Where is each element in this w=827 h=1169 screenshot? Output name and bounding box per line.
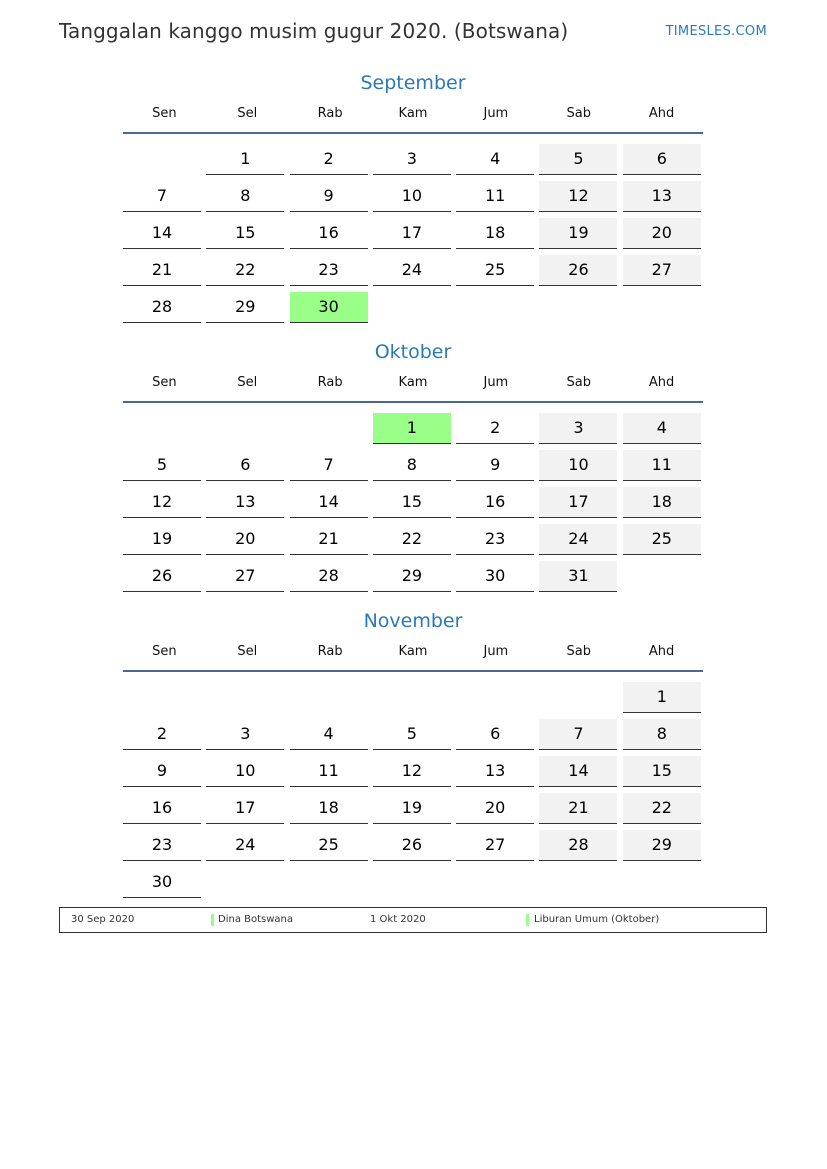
day-cell: 9 xyxy=(123,756,201,787)
day-cell: 21 xyxy=(290,524,368,555)
day-cell: 25 xyxy=(623,524,701,555)
day-cell: 29 xyxy=(373,561,451,592)
day-grid xyxy=(123,138,703,323)
page-title: Tanggalan kanggo musim gugur 2020. (Botswana) xyxy=(59,19,569,43)
day-cell: 4 xyxy=(623,413,701,444)
day-cell: 12 xyxy=(539,181,617,212)
day-cell: 27 xyxy=(456,830,534,861)
day-grid xyxy=(123,676,703,898)
day-cell: 6 xyxy=(456,719,534,750)
weekday-label: Sel xyxy=(237,644,258,659)
day-cell: 30 xyxy=(456,561,534,592)
weekday-label: Rab xyxy=(317,106,343,121)
empty-cell xyxy=(123,413,201,443)
day-cell: 2 xyxy=(456,413,534,444)
day-cell: 28 xyxy=(290,561,368,592)
day-cell: 3 xyxy=(206,719,284,750)
day-cell: 17 xyxy=(373,218,451,249)
day-cell: 24 xyxy=(539,524,617,555)
day-cell: 1 xyxy=(206,144,284,175)
day-cell: 5 xyxy=(123,450,201,481)
day-cell: 23 xyxy=(123,830,201,861)
day-cell: 12 xyxy=(373,756,451,787)
day-cell: 5 xyxy=(539,144,617,175)
holiday-day-cell: 30 xyxy=(290,292,368,323)
day-cell: 6 xyxy=(206,450,284,481)
day-cell: 18 xyxy=(623,487,701,518)
day-cell: 18 xyxy=(290,793,368,824)
day-cell: 2 xyxy=(123,719,201,750)
site-link[interactable]: TIMESLES.COM xyxy=(665,24,767,39)
weekday-label: Sel xyxy=(237,106,258,121)
day-cell: 14 xyxy=(123,218,201,249)
weekday-label: Jum xyxy=(483,644,509,659)
day-cell: 7 xyxy=(290,450,368,481)
empty-cell xyxy=(290,413,368,443)
weekday-label: Kam xyxy=(398,644,428,659)
weekday-header xyxy=(123,371,703,403)
day-cell: 19 xyxy=(539,218,617,249)
weekday-label: Ahd xyxy=(648,375,675,390)
weekday-label: Jum xyxy=(483,106,509,121)
holiday-marker-icon xyxy=(526,914,529,926)
empty-cell xyxy=(290,682,368,712)
day-cell: 29 xyxy=(623,830,701,861)
day-cell: 15 xyxy=(206,218,284,249)
day-cell: 21 xyxy=(123,255,201,286)
holiday-day-cell: 1 xyxy=(373,413,451,444)
day-cell: 14 xyxy=(290,487,368,518)
day-cell: 8 xyxy=(623,719,701,750)
day-cell: 16 xyxy=(290,218,368,249)
day-cell: 20 xyxy=(623,218,701,249)
weekday-header xyxy=(123,640,703,672)
weekday-label: Sen xyxy=(152,106,177,121)
weekday-label: Sen xyxy=(152,375,177,390)
day-cell: 20 xyxy=(456,793,534,824)
month-title: September xyxy=(360,72,466,94)
weekday-label: Sab xyxy=(566,375,591,390)
day-cell: 1 xyxy=(623,682,701,713)
day-cell: 4 xyxy=(456,144,534,175)
day-cell: 17 xyxy=(539,487,617,518)
day-cell: 27 xyxy=(623,255,701,286)
day-cell: 8 xyxy=(373,450,451,481)
day-cell: 19 xyxy=(123,524,201,555)
empty-cell xyxy=(373,682,451,712)
month-oktober xyxy=(123,339,703,592)
day-cell: 10 xyxy=(373,181,451,212)
day-cell: 23 xyxy=(456,524,534,555)
day-grid xyxy=(123,407,703,592)
empty-cell xyxy=(539,682,617,712)
weekday-label: Rab xyxy=(317,644,343,659)
day-cell: 19 xyxy=(373,793,451,824)
day-cell: 20 xyxy=(206,524,284,555)
day-cell: 25 xyxy=(290,830,368,861)
day-cell: 2 xyxy=(290,144,368,175)
day-cell: 12 xyxy=(123,487,201,518)
weekday-label: Jum xyxy=(483,375,509,390)
weekday-label: Ahd xyxy=(648,106,675,121)
day-cell: 10 xyxy=(539,450,617,481)
day-cell: 22 xyxy=(623,793,701,824)
day-cell: 16 xyxy=(456,487,534,518)
weekday-label: Sab xyxy=(566,106,591,121)
day-cell: 29 xyxy=(206,292,284,323)
day-cell: 30 xyxy=(123,867,201,898)
day-cell: 28 xyxy=(539,830,617,861)
day-cell: 26 xyxy=(123,561,201,592)
day-cell: 3 xyxy=(539,413,617,444)
empty-cell xyxy=(206,413,284,443)
day-cell: 26 xyxy=(373,830,451,861)
weekday-header xyxy=(123,102,703,134)
day-cell: 13 xyxy=(623,181,701,212)
empty-cell xyxy=(206,682,284,712)
day-cell: 21 xyxy=(539,793,617,824)
day-cell: 28 xyxy=(123,292,201,323)
weekday-label: Ahd xyxy=(648,644,675,659)
day-cell: 31 xyxy=(539,561,617,592)
empty-cell xyxy=(456,682,534,712)
empty-cell xyxy=(123,682,201,712)
month-november xyxy=(123,608,703,898)
day-cell: 11 xyxy=(623,450,701,481)
day-cell: 9 xyxy=(290,181,368,212)
day-cell: 13 xyxy=(456,756,534,787)
day-cell: 22 xyxy=(206,255,284,286)
day-cell: 27 xyxy=(206,561,284,592)
empty-cell xyxy=(123,144,201,174)
month-title: Oktober xyxy=(374,341,452,363)
day-cell: 14 xyxy=(539,756,617,787)
day-cell: 24 xyxy=(373,255,451,286)
day-cell: 23 xyxy=(290,255,368,286)
legend-holiday-name: Dina Botswana xyxy=(218,914,294,925)
day-cell: 4 xyxy=(290,719,368,750)
day-cell: 10 xyxy=(206,756,284,787)
day-cell: 3 xyxy=(373,144,451,175)
weekday-label: Kam xyxy=(398,106,428,121)
day-cell: 7 xyxy=(539,719,617,750)
day-cell: 8 xyxy=(206,181,284,212)
weekday-label: Sab xyxy=(566,644,591,659)
holiday-marker-icon xyxy=(211,914,214,926)
day-cell: 22 xyxy=(373,524,451,555)
day-cell: 26 xyxy=(539,255,617,286)
day-cell: 11 xyxy=(290,756,368,787)
legend-date: 30 Sep 2020 xyxy=(71,914,135,925)
month-september xyxy=(123,70,703,323)
day-cell: 16 xyxy=(123,793,201,824)
day-cell: 25 xyxy=(456,255,534,286)
holiday-legend xyxy=(59,907,767,933)
weekday-label: Rab xyxy=(317,375,343,390)
day-cell: 13 xyxy=(206,487,284,518)
day-cell: 5 xyxy=(373,719,451,750)
legend-date: 1 Okt 2020 xyxy=(370,914,426,925)
weekday-label: Kam xyxy=(398,375,428,390)
day-cell: 11 xyxy=(456,181,534,212)
day-cell: 17 xyxy=(206,793,284,824)
day-cell: 7 xyxy=(123,181,201,212)
weekday-label: Sel xyxy=(237,375,258,390)
day-cell: 24 xyxy=(206,830,284,861)
day-cell: 15 xyxy=(623,756,701,787)
month-title: November xyxy=(363,610,463,632)
day-cell: 9 xyxy=(456,450,534,481)
day-cell: 15 xyxy=(373,487,451,518)
day-cell: 6 xyxy=(623,144,701,175)
day-cell: 18 xyxy=(456,218,534,249)
weekday-label: Sen xyxy=(152,644,177,659)
legend-holiday-name: Liburan Umum (Oktober) xyxy=(534,914,660,925)
